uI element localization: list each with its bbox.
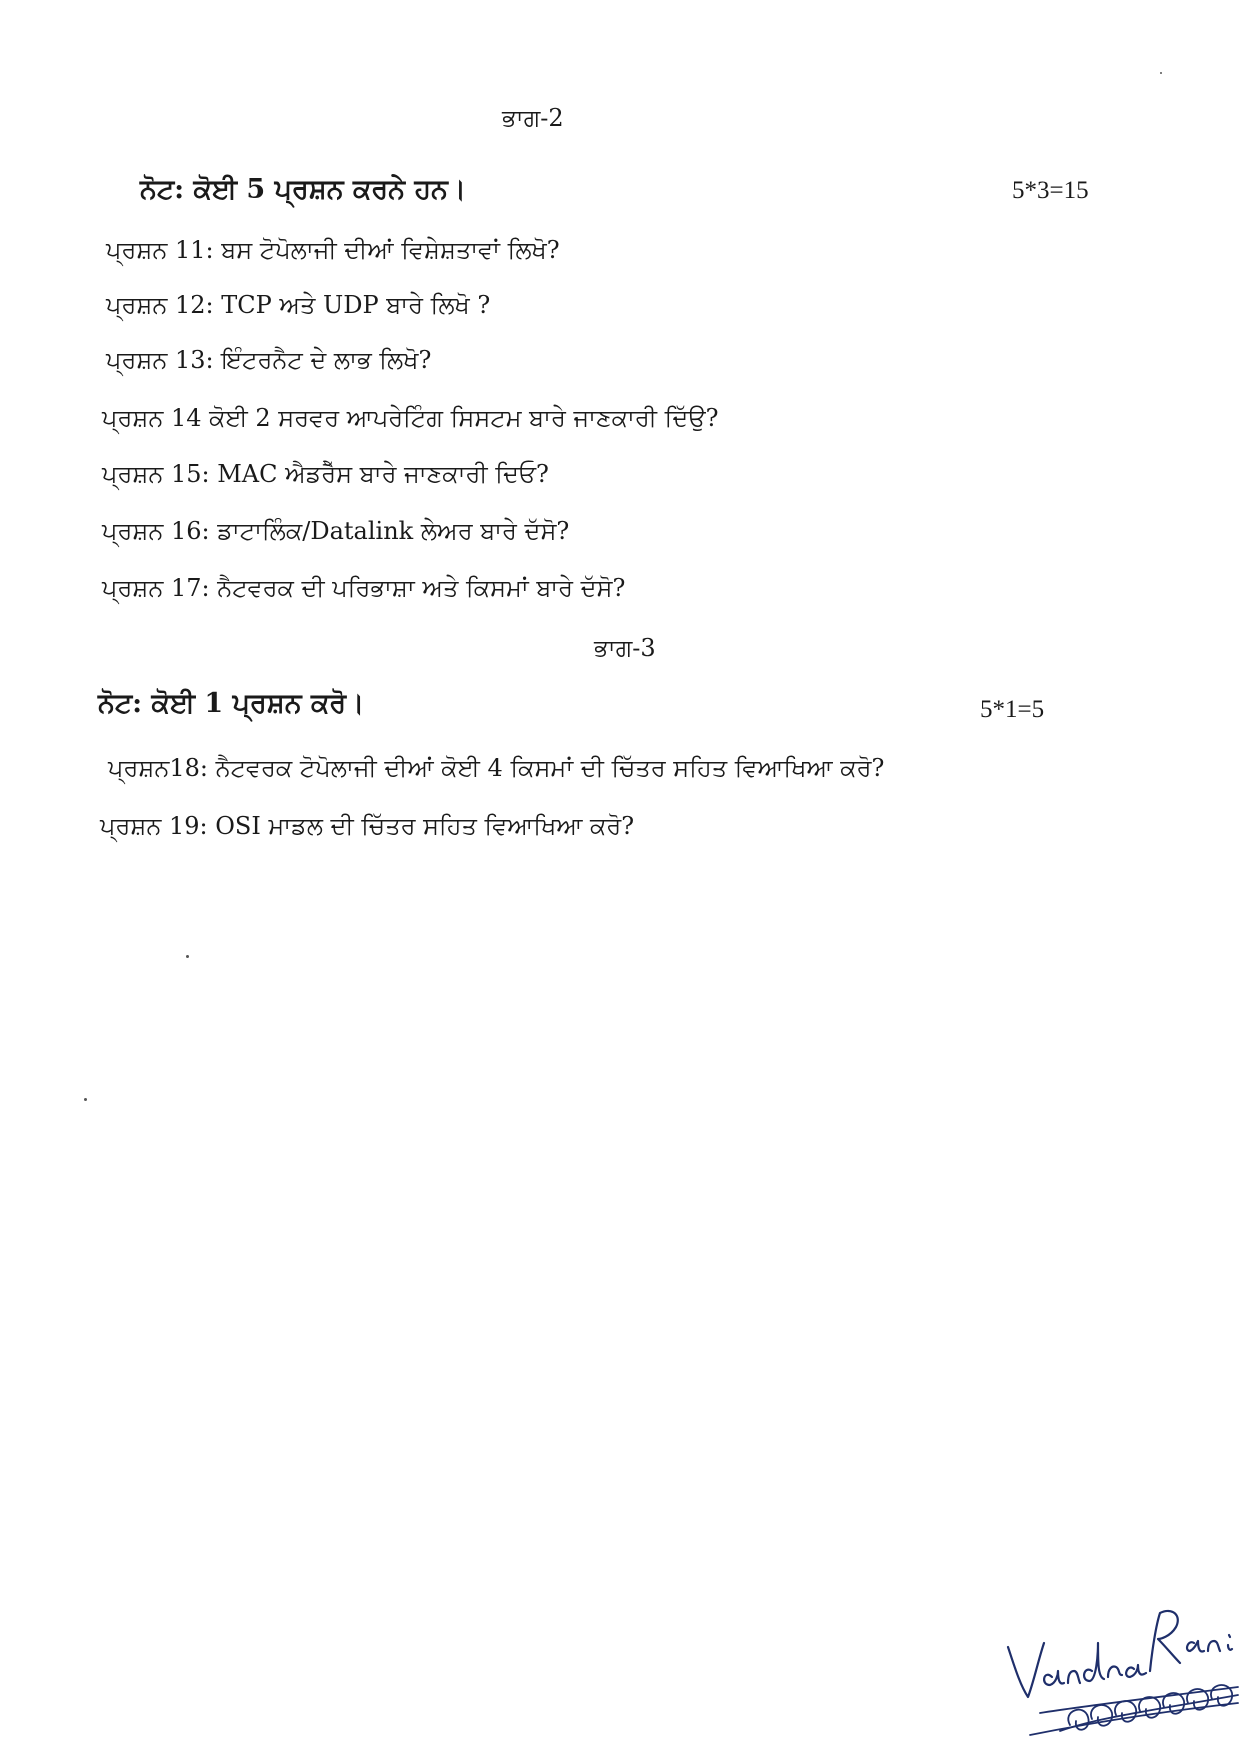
question-12: ਪ੍ਰਸ਼ਨ 12: TCP ਅਤੇ UDP ਬਾਰੇ ਲਿਖੋ ? <box>106 291 491 319</box>
question-18: ਪ੍ਰਸ਼ਨ18: ਨੈਟਵਰਕ ਟੋਪੋਲਾਜੀ ਦੀਆਂ ਕੋਈ 4 ਕਿਸਮਾਂ ਦੀ ਚਿੱਤਰ ਸਹਿਤ ਵਿਆਖਿਆ ਕਰੋ? <box>108 754 885 782</box>
handwritten-signature <box>1000 1585 1241 1739</box>
section-2-heading: ਭਾਗ-2 <box>502 104 564 132</box>
section-3-note: ਨੋਟ: ਕੋਈ 1 ਪ੍ਰਸ਼ਨ ਕਰੋ। <box>98 688 365 719</box>
question-19: ਪ੍ਰਸ਼ਨ 19: OSI ਮਾਡਲ ਦੀ ਚਿੱਤਰ ਸਹਿਤ ਵਿਆਖਿਆ ਕਰੋ? <box>100 812 635 840</box>
section-3-marks: 5*1=5 <box>980 696 1045 723</box>
question-14: ਪ੍ਰਸ਼ਨ 14 ਕੋਈ 2 ਸਰਵਰ ਆਪਰੇਟਿੰਗ ਸਿਸਟਮ ਬਾਰੇ ਜਾਣਕਾਰੀ ਦਿੱਉ? <box>102 404 719 432</box>
scan-speck <box>1160 72 1162 74</box>
question-11: ਪ੍ਰਸ਼ਨ 11: ਬਸ ਟੋਪੋਲਾਜੀ ਦੀਆਂ ਵਿਸ਼ੇਸ਼ਤਾਵਾਂ ਲਿਖੋ? <box>106 236 560 264</box>
scan-speck <box>84 1098 87 1101</box>
scan-speck <box>186 955 189 958</box>
section-3-heading: ਭਾਗ-3 <box>594 634 656 662</box>
question-17: ਪ੍ਰਸ਼ਨ 17: ਨੈਟਵਰਕ ਦੀ ਪਰਿਭਾਸ਼ਾ ਅਤੇ ਕਿਸਮਾਂ ਬਾਰੇ ਦੱਸੋ? <box>102 574 626 602</box>
question-16: ਪ੍ਰਸ਼ਨ 16: ਡਾਟਾਲਿੰਕ/Datalink ਲੇਅਰ ਬਾਰੇ ਦੱਸੋ? <box>102 517 570 545</box>
question-15: ਪ੍ਰਸ਼ਨ 15: MAC ਐਡਰੈੱਸ ਬਾਰੇ ਜਾਣਕਾਰੀ ਦਿਓ? <box>102 460 549 488</box>
section-2-marks: 5*3=15 <box>1012 177 1089 204</box>
question-13: ਪ੍ਰਸ਼ਨ 13: ਇੰਟਰਨੈਟ ਦੇ ਲਾਭ ਲਿਖੋ? <box>106 346 432 374</box>
section-2-note: ਨੋਟ: ਕੋਈ 5 ਪ੍ਰਸ਼ਨ ਕਰਨੇ ਹਨ। <box>140 174 467 205</box>
